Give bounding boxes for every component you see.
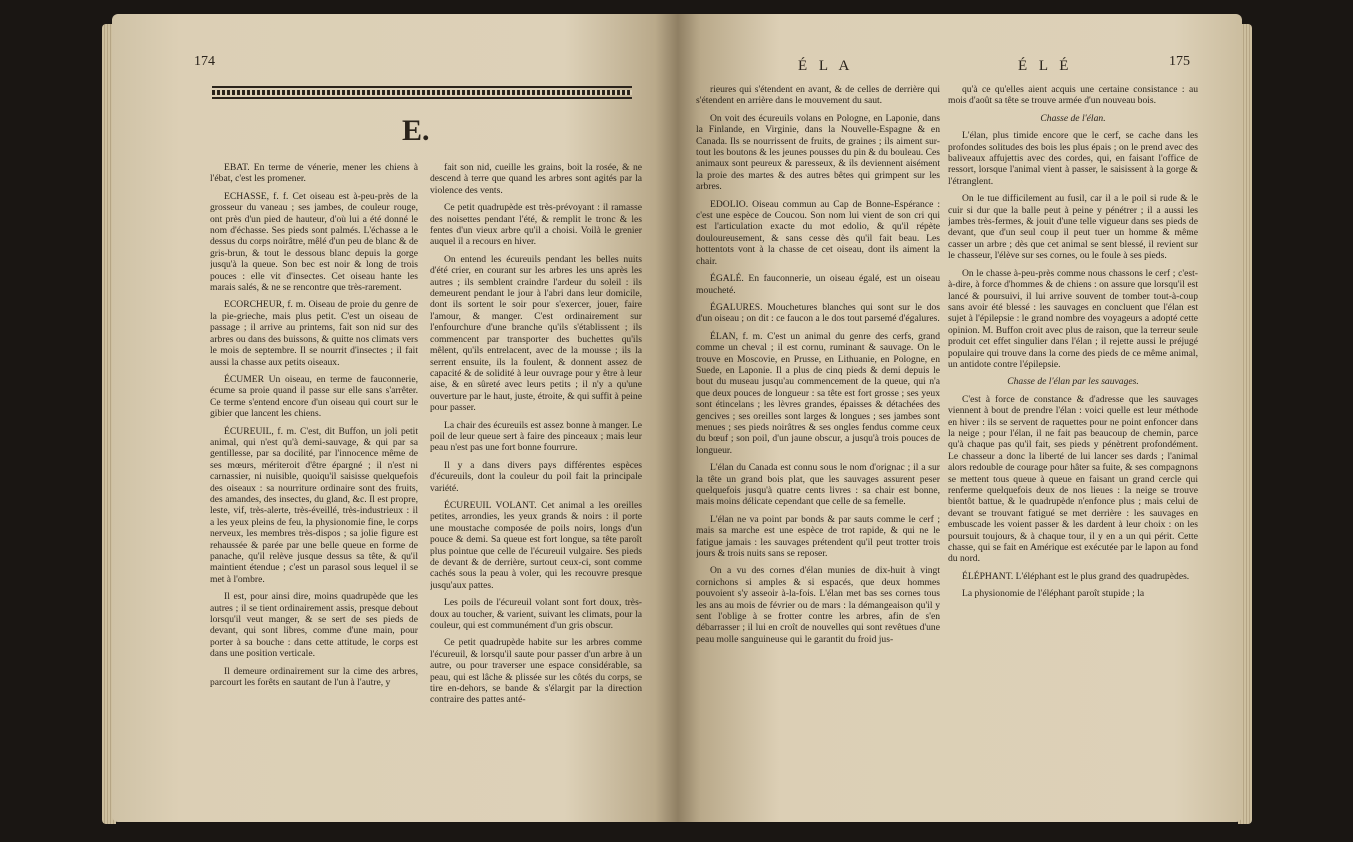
entry-paragraph: C'est à force de constance & d'adresse que les sauvages viennent à bout de prendre l'élan : voici quelle est leur méthode en hiver : ils se servent de raquettes pour ne point enfoncer dans la neige ; pour l'élan, il ne fait pas beaucoup de chemin, parce qu'à chaque pas qu'il fait, ses pieds y pénètrent profondément. Le chasseur a donc la liberté de lui lancer ses dards ; l'animal alors redouble de courage pour hâter sa fuite, & ses compagnons se mettent tous queue à queue en faisant un grand cercle qui renferme quelquefois deux de nos lieues : la neige se trouve bientôt battue, & le quadrupède n'enfonce plus ; mais celui de devant se trouvant fatigué se met derrière : les sauvages en embuscade les voient passer & les dardent à leur choix : on les poursuit toujours, & à chaque tour, il y en a un qui périt. Cette chasse, qui se fait en Amérique est exécutée par le lapon au fond du nord. <box>948 393 1198 565</box>
left-column-2 <box>430 162 642 822</box>
entry-paragraph: ÉCUREUIL VOLANT. Cet animal a les oreilles petites, arrondies, les yeux grands & noirs : il porte une moustache composée de poils noirs, longs d'un pouce & demi. Sa queue est fort longue, sa tête paroît plus pointue que celle de l'écureuil vulgaire. Ses pieds de devant & de derrière, surtout ceux-ci, sont comme cachés sous la peau à voler, qui les recouvre presque jusqu'aux pattes. <box>430 499 642 591</box>
entry-paragraph: ÉGALURES. Mouchetures blanches qui sont sur le dos d'un oiseau ; on dit : ce faucon a le dos tout parsemé d'égalures. <box>696 301 940 325</box>
entry-paragraph: On le chasse à-peu-près comme nous chassons le cerf ; c'est-à-dire, à force d'hommes & de chiens : on assure que lorsqu'il est lancé & poursuivi, il lui arrive souvent de tomber tout-à-coup sans avoir été blessé : les sauvages en concluent que l'élan est sujet à l'épilepsie : le grand nombre des voyageurs a adopté cette opinion. M. Buffon croit avec plus de raison, que la terreur seule produit cet effet singulier dans l'élan ; il rejette aussi le préjugé populaire qui trouve dans la corne des pieds de ce même animal, un antidote contre l'épilepsie. <box>948 267 1198 370</box>
left-page <box>112 14 678 822</box>
running-head-left: É L A <box>798 58 854 74</box>
running-head-right: É L É <box>1018 58 1073 74</box>
entry-paragraph: Il est, pour ainsi dire, moins quadrupède que les autres ; il se tient ordinairement assis, presque debout lorsqu'il veut manger, & se sert de ses pieds de devant, qui sont libres, comme d'une main, pour porter à sa bouche : dans cette attitude, le corps est dans une position verticale. <box>210 591 418 660</box>
page-number-right: 175 <box>1169 54 1190 69</box>
right-page <box>678 14 1242 822</box>
entry-paragraph: La chair des écureuils est assez bonne à manger. Le poil de leur queue sert à faire des pinceaux ; mais leur peau n'est pas une fort bonne fourrure. <box>430 419 642 454</box>
entry-paragraph: Il demeure ordinairement sur la cime des arbres, parcourt les forêts en sautant de l'un à l'autre, y <box>210 665 418 689</box>
entry-paragraph: Il y a dans divers pays différentes espèces d'écureuils, dont la couleur du poil fait la principale variété. <box>430 459 642 494</box>
entry-paragraph: ÉCUREUIL, f. m. C'est, dit Buffon, un joli petit animal, qui n'est qu'à demi-sauvage, & qui par sa gentillesse, par sa docilité, par l'innocence même de ses mœurs, mériteroit d'être épargné ; il n'est ni carnassier, ni nuisible, quoiqu'il saisisse quelquefois des oiseaux : sa nourriture ordinaire sont des fruits, des amandes, des insectes, du gland, &c. Il est propre, leste, vif, très-alerte, très-éveillé, très-industrieux : il a les yeux pleins de feu, la physionomie fine, le corps nerveux, les membres très-dispos ; sa jolie figure est rehaussée & parée par une belle queue en forme de panache, qu'il relève jusque dessus sa tête, & qu'il maintient étendue ; c'est un parasol sous lequel il se met à l'ombre. <box>210 425 418 585</box>
left-column-1 <box>210 162 418 822</box>
entry-paragraph: ÉCUMER Un oiseau, en terme de fauconnerie, écume sa proie quand il passe sur elle sans s'arrêter. Ce terme s'entend encore d'un oiseau qui court sur le gibier que lancent les chiens. <box>210 373 418 420</box>
section-letter: E. <box>402 114 430 147</box>
entry-paragraph: On le tue difficilement au fusil, car il a le poil si rude & le cuir si dur que la balle peut à peine y pénétrer ; il a aussi les jambes très-fermes, & jouit d'une telle vigueur dans ses pieds de devant, que d'un seul coup il peut tuer un homme & même casser un arbre ; dès que cet animal se sent blessé, il revient sur le chasseur, l'élève sur ses cornes, ou le foule à ses pieds. <box>948 193 1198 262</box>
page-number-left: 174 <box>194 54 215 69</box>
subheading: Chasse de l'élan par les sauvages. <box>1007 376 1139 388</box>
entry-paragraph: rieures qui s'étendent en avant, & de celles de derrière qui s'étendent en arrière dans le mouvement du saut. <box>696 84 940 107</box>
entry-paragraph: fait son nid, cueille les grains, boit la rosée, & ne descend à terre que quand les arbres sont agités par la violence des vents. <box>430 162 642 196</box>
entry-paragraph: Les poils de l'écureuil volant sont fort doux, très-doux au toucher, & varient, suivant les climats, pour la couleur, qui est communément d'un gris obscur. <box>430 597 642 632</box>
entry-paragraph: qu'à ce qu'elles aient acquis une certaine consistance : au mois d'août sa tête se trouve armée d'un nouveau bois. <box>948 84 1198 107</box>
right-column-2 <box>948 84 1198 822</box>
open-book <box>112 14 1242 836</box>
right-column-1 <box>696 84 940 822</box>
entry-paragraph: On entend les écureuils pendant les belles nuits d'été crier, en courant sur les arbres les uns après les autres ; ils semblent craindre l'ardeur du soleil : ils demeurent pendant le jour à l'abri dans leur domicile, dont ils sortent le soir pour s'exercer, jouer, faire l'amour, & manger. C'est ordinairement sur l'enfourchure d'une branche qu'ils s'établissent ; ils commencent par transporter des buchettes qu'ils mêlent, qu'ils entrelacent, avec de la mousse ; ils la serrent ensuite, ils la foulent, & donnent assez de capacité & de solidité à leur ouvrage pour y être à leur aise, & en sûreté avec leurs petits ; il n'y a qu'une ouverture par le haut, juste, étroite, & qui suffit à peine pour passer. <box>430 253 642 414</box>
entry-paragraph: L'élan, plus timide encore que le cerf, se cache dans les profondes solitudes des bois les plus épais ; on le prend avec des baliveaux affujettis avec des cordes, qui, en faisant l'office de ressort, lorsque l'animal vient à passer, le saisissent à la gorge & l'étranglent. <box>948 130 1198 187</box>
entry-paragraph: Ce petit quadrupède est très-prévoyant : il ramasse des noisettes pendant l'été, & remplit le tronc & les fentes d'un vieux arbre qu'il a choisi. Voilà le grenier auquel il a recours en hiver. <box>430 202 642 248</box>
entry-paragraph: Ce petit quadrupède habite sur les arbres comme l'écureuil, & lorsqu'il saute pour passer d'un arbre à un autre, ou pour traverser une espace considérable, sa peau, qui est lâche & plissée sur les côtés du corps, se tire en-dehors, se bande & s'élargit par la direction contraire des pattes anté- <box>430 637 642 706</box>
entry-paragraph: ÉLAN, f. m. C'est un animal du genre des cerfs, grand comme un cheval ; il est cornu, ruminant & sauvage. On le trouve en Moscovie, en Prusse, en Lithuanie, en Pologne, en Suede, en Laponie. Il a plus de cinq pieds & demi depuis le bout du museau jusqu'au commencement de la queue, qui n'a que deux pouces de longueur : sa tête est fort grosse ; ses yeux sont étincelans ; les lèvres grandes, épaisses & détachées des gencives ; ses oreilles sont larges & longues ; ses jambes sont menues ; ses pieds noirâtres & ses ongles fendus comme ceux du bœuf ; son poil, d'un jaune obscur, a jusqu'à trois pouces de longueur. <box>696 330 940 456</box>
entry-paragraph: L'élan du Canada est connu sous le nom d'orignac ; il a sur la tête un grand bois plat, que les sauvages assurent peser quelquefois jusqu'à quatre cents livres : sa chair est bonne, mais moins délicate cependant que celle de sa femelle. <box>696 462 940 508</box>
entry-paragraph: ÉLÉPHANT. L'éléphant est le plus grand des quadrupèdes. <box>962 570 1190 582</box>
entry-paragraph: La physionomie de l'éléphant paroît stupide ; la <box>962 588 1145 600</box>
entry-paragraph: ECHASSE, f. f. Cet oiseau est à-peu-près de la grosseur du vaneau ; ses jambes, de couleur rouge, ont près d'un pied de hauteur, d'où lui a été donné le nom d'échasse. Ses pieds sont palmés. L'échasse a le dessus du corps noirâtre, mêlé d'un peu de blanc & de gris-brun, & tout le dessous blanc depuis la gorge jusqu'à la queue. Son bec est noir & long de trois pouces : elle vit d'insectes. Cet oiseau hante les marais salés, & ne se rencontre que très-rarement. <box>210 190 418 294</box>
entry-paragraph: On a vu des cornes d'élan munies de dix-huit à vingt cornichons si amples & si espacés, que deux hommes pouvoient s'y asseoir à-la-fois. L'élan met bas ses cornes tous les ans au mois de février ou de mars : la démangeaison qu'il y sent l'oblige à se frotter contre les arbres, afin de s'en débarrasser ; il lui en croît de nouvelles qui sont revêtues d'une peau molle sanguineuse qui le garantit du froid jus- <box>696 565 940 645</box>
entry-paragraph: L'élan ne va point par bonds & par sauts comme le cerf ; mais sa marche est une espèce de trot rapide, & qui ne le fatigue jamais : les sauvages prétendent qu'il peut trotter trois jours & trois nuits sans se reposer. <box>696 513 940 560</box>
entry-paragraph: ÉGALÉ. En fauconnerie, un oiseau égalé, est un oiseau moucheté. <box>696 273 940 296</box>
entry-paragraph: ECORCHEUR, f. m. Oiseau de proie du genre de la pie-grieche, mais plus petit. C'est un oiseau de passage ; il arrive au printems, fait son nid sur des arbres ou dans des buissons, & quitte nos climats vers le mois de septembre. Il se nourrit d'insectes ; il fait aussi la chasse aux petits oiseaux. <box>210 299 418 368</box>
entry-paragraph: On voit des écureuils volans en Pologne, en Laponie, dans la Finlande, en Virginie, dans la Nouvelle-Espagne & en Canada. Ils se nourrissent de fruits, de graines ; ils aiment sur-tout les boutons & les jeunes pousses du pin & du bouleau. Ces animaux sont peureux & paresseux, & ils deviennent aisément la proie des martes & des autres bêtes qui grimpent sur les arbres. <box>696 112 940 193</box>
entry-paragraph: EBAT. En terme de vénerie, mener les chiens à l'ébat, c'est les promener. <box>210 162 418 185</box>
entry-paragraph: EDOLIO. Oiseau commun au Cap de Bonne-Espérance : c'est une espèce de Coucou. Son nom lui vient de son cri qui est l'articulation exacte du mot edolio, & qu'il répète douloureusement, & sans cesse dès qu'il fait beau. Les hottentots vont à la chasse de cet oiseau, dont ils aiment la chair. <box>696 198 940 267</box>
ornamental-rule <box>212 86 632 99</box>
subheading: Chasse de l'élan. <box>1040 112 1106 124</box>
